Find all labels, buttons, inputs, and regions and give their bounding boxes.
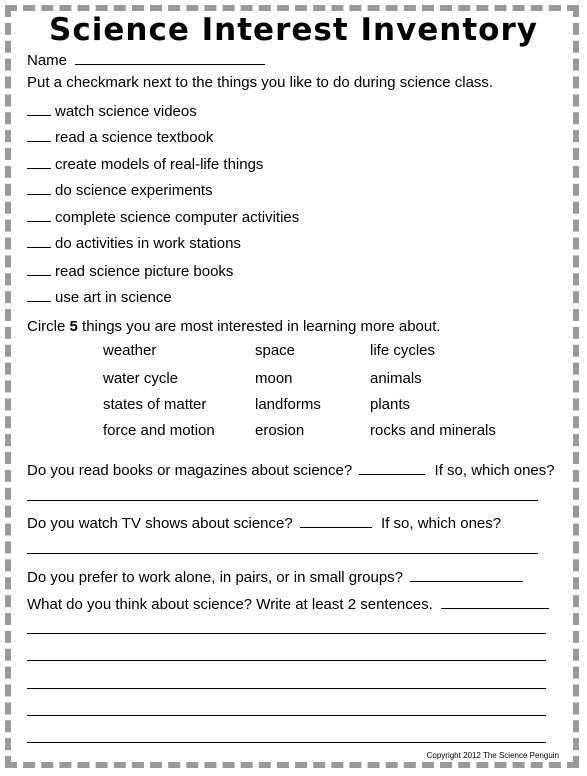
- name-field[interactable]: [75, 50, 265, 65]
- activity-item: [27, 208, 299, 227]
- activity-label: create models of real-life things: [55, 156, 264, 173]
- writing-line-3[interactable]: [27, 688, 546, 689]
- tv-answer-blank[interactable]: [300, 513, 372, 528]
- activity-label: do activities in work stations: [55, 235, 241, 252]
- topic-option[interactable]: plants: [370, 396, 411, 413]
- tv-answer-line[interactable]: [27, 553, 538, 554]
- topic-option[interactable]: erosion: [255, 422, 305, 439]
- checkmark-blank[interactable]: [27, 155, 51, 169]
- books-question-line: [27, 460, 555, 480]
- topic-option[interactable]: water cycle: [103, 370, 179, 387]
- checkmark-blank[interactable]: [27, 234, 51, 248]
- think-question-line: [27, 594, 549, 614]
- writing-line-1[interactable]: [27, 633, 546, 634]
- name-label: Name: [27, 52, 68, 69]
- activity-item: [27, 262, 233, 281]
- checkmark-blank[interactable]: [27, 262, 51, 276]
- group-question: Do you prefer to work alone, in pairs, or in small groups?: [27, 569, 404, 586]
- topic-option[interactable]: landforms: [255, 396, 321, 413]
- writing-line-5[interactable]: [27, 742, 546, 743]
- activity-label: read a science textbook: [55, 129, 214, 146]
- checkmark-blank[interactable]: [27, 128, 51, 142]
- topic-option[interactable]: animals: [370, 370, 422, 387]
- checkmark-blank[interactable]: [27, 288, 51, 302]
- checkmark-blank[interactable]: [27, 102, 51, 116]
- books-followup: If so, which ones?: [434, 462, 555, 479]
- circle-instructions: [27, 318, 441, 336]
- activity-item: [27, 181, 213, 200]
- copyright-notice: Copyright 2012 The Science Penguin: [426, 751, 559, 760]
- topic-option[interactable]: space: [255, 342, 296, 359]
- topic-option[interactable]: moon: [255, 370, 293, 387]
- writing-line-2[interactable]: [27, 660, 546, 661]
- activity-item: [27, 102, 197, 121]
- topic-option[interactable]: rocks and minerals: [370, 422, 496, 439]
- circle-count: 5: [69, 318, 78, 335]
- activity-label: complete science computer activities: [55, 209, 300, 226]
- writing-line-4[interactable]: [27, 715, 546, 716]
- books-answer-line[interactable]: [27, 500, 538, 501]
- circle-instructions-start: Circle: [27, 318, 70, 335]
- checkmark-instructions: Put a checkmark next to the things you like to do during science class.: [27, 74, 494, 91]
- think-answer-blank[interactable]: [441, 594, 549, 609]
- group-question-line: [27, 567, 523, 587]
- activity-label: use art in science: [55, 289, 172, 306]
- think-question: What do you think about science? Write at least 2 sentences.: [27, 596, 433, 613]
- activity-label: do science experiments: [55, 182, 213, 199]
- topic-option[interactable]: states of matter: [103, 396, 207, 413]
- books-question: Do you read books or magazines about science?: [27, 462, 353, 479]
- name-line: [27, 50, 265, 70]
- activity-label: watch science videos: [55, 103, 197, 120]
- tv-question: Do you watch TV shows about science?: [27, 515, 293, 532]
- group-answer-blank[interactable]: [410, 567, 523, 582]
- topic-option[interactable]: force and motion: [103, 422, 215, 439]
- activity-item: [27, 288, 172, 307]
- topic-option[interactable]: life cycles: [370, 342, 436, 359]
- checkmark-blank[interactable]: [27, 208, 51, 222]
- checkmark-blank[interactable]: [27, 181, 51, 195]
- activity-item: [27, 155, 263, 174]
- activity-item: [27, 128, 213, 147]
- tv-followup: If so, which ones?: [381, 515, 502, 532]
- activity-item: [27, 234, 241, 253]
- books-answer-blank[interactable]: [359, 460, 425, 475]
- tv-question-line: [27, 513, 501, 533]
- page-title: Science Interest Inventory: [49, 12, 538, 48]
- activity-label: read science picture books: [55, 263, 234, 280]
- circle-instructions-end: things you are most interested in learning more about.: [77, 318, 441, 335]
- topic-option[interactable]: weather: [103, 342, 157, 359]
